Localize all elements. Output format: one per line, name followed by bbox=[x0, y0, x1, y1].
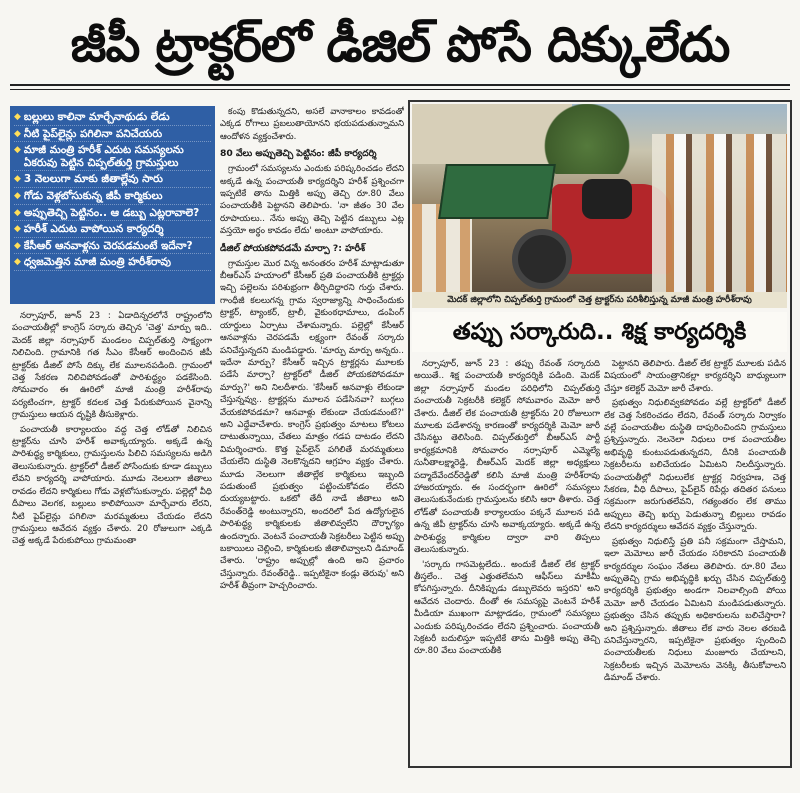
paragraph: గ్రామంలో సమస్యలను ఎందుకు పరిష్కరించడం లేదని అక్కడే ఉన్న పంచాయతీ కార్యదర్శిని హరీశ్ ప్రశ్నించగా ఇప్పటికే తాను మిత్తికి అప్పు తెచ్చి రూ.80 వేలు పంచాయతీకి పెట్టానని తెలిపారు. 'నా జీతం 30 వేల రూపాయలు.. నేను అప్పు తెచ్చి పెట్టిన డబ్బులు ఎట్ల వస్తయో అర్థం కావడం లేదు' అంటూ వాపోయారు. bbox=[220, 164, 404, 237]
article-column-4 bbox=[604, 358, 786, 764]
photo-trolley bbox=[438, 164, 556, 219]
article-column-3 bbox=[414, 358, 600, 764]
summary-item: ◆ ధ్వజమెత్తిన మాజీ మంత్రి హరీశ్‌రావు bbox=[14, 256, 211, 271]
article-column-1 bbox=[12, 310, 212, 780]
summary-item: ◆ కేసీఆర్ ఆనవాళ్లను చెరపడమంటే ఇదేనా? bbox=[14, 240, 211, 255]
summary-item: ◆ 3 నెలలుగా మాకు జీతాల్లేవు సారు bbox=[14, 173, 211, 188]
subheading: డీజిల్ పోయకపోవడమే మార్పా ?: హరీశ్ bbox=[220, 242, 366, 254]
paragraph: గ్రామస్తుల మొర విన్న అనంతరం హరీశ్ మాట్లాడుతూ బీఆర్ఎస్ హయాంలో కేసీఆర్ ప్రతి పంచాయతీకి ట్రాక్టర్లు ఇచ్చి పల్లెలను పరిశుభ్రంగా తీర్చిదిద్దారని గుర్తు చేశారు. గాంధీజీ కలలుగన్న గ్రామ స్వరాజ్యాన్ని సాధించేందుకు ట్రాక్టర్, ట్యాంకర్, ట్రాలీ, వైకుంఠధామాలు, డంపింగ్ యార్డులు ఏర్పాటు చేశామన్నారు. పల్లెల్లో కేసీఆర్ ఆనవాళ్లను చెరపడమే లక్ష్యంగా రేవంత్ సర్కారు పనిచేస్తున్నదని మండిపడ్డారు. 'మార్పు మార్పు అన్నరు.. ఇదేనా మార్పు? కేసీఆర్ ఇచ్చిన ట్రాక్టర్లను మూలకు పడేసే మార్పా? ట్రాక్టర్‌లో డీజిల్ పోయకపోవడమా మార్పు?' అని నిలదీశారు. 'కేసీఆర్ ఆనవాళ్లు లేకుండా చేస్తున్నవ్వు.. ట్రాక్టర్లను మూలన పడేసినవా? బుగ్గలు వేయకపోవడమా? ఆనవాళ్లు లేకుండా చేయడమంటే?' అని ఎద్దేవాచేశారు. కాంగ్రెస్ ప్రభుత్వం మాటలు కోటలు దాటుతున్నాయి, చేతలు మాత్రం గడప దాటడం లేదని విమర్శించారు. కొత్త పైప్‌లైన్ పగిలితే మరమ్మతులు చేయలేని దుస్థితి నెలకొన్నదని ఆగ్రహం వ్యక్తం చేశారు. మూడు నెలలుగా జీతాల్లేక కార్మికులు ఇబ్బంది పడుతుంటే ప్రభుత్వం పట్టించుకోవడం లేదని దుయ్యబట్టారు. ఒకటో తేదీ నాడే జీతాలు అని రేవంత్‌రెడ్డి అంటున్నారని, అందరిలో పేద ఉద్యోగులైన పారిశుద్ధ్య కార్మికులకు జీతాలివ్వలేని దౌర్భాగ్యం ఉందన్నారు. వెంటనే పంచాయతీ సెక్రటరీలు పెట్టిన అప్పు బకాయిలు చెల్లించి, కార్మికులకు జీతాలివ్వాలని డిమాండ్ చేశారు. 'రాష్ట్రం అప్పుల్లో ఉంది అని ప్రచారం చేస్తున్నారు. రేవంత్‌రెడ్డి.. ఇప్పటికైనా కండ్లు తెరువు' అని హరీశ్ తీవ్రంగా హెచ్చరించారు. bbox=[220, 258, 404, 592]
bullet-icon: ◆ bbox=[14, 112, 21, 122]
headline: జీపీ ట్రాక్టర్‌లో డీజిల్ పోసే దిక్కులేదు bbox=[70, 16, 730, 73]
news-photo bbox=[412, 104, 787, 292]
paragraph: ప్రభుత్వం నిధులిస్తే ప్రతి పనీ సక్రమంగా చేస్తామని, ఇలా మెమోలు జారీ చేయడం సరికాదని పంచాయతీ కార్యదర్శుల సంఘం నేతలు తెలిపారు. రూ.80 వేలు అప్పుతెచ్చి గ్రామ అభివృద్ధికి ఖర్చు చేసిన చిప్పల్‌తుర్తి కార్యదర్శికి ప్రభుత్వం అండగా నిలవాల్సింది పోయి మెమో జారీ చేయడం ఏమిటని మండిపడుతున్నారు. ప్రభుత్వం చేసిన తప్పుకు అధికారులను బలిచేస్తారా? అని ప్రశ్నిస్తున్నారు. జీతాలు లేక వారు నెలల తరబడి పనిచేస్తున్నారని, ఇప్పటికైనా ప్రభుత్వం స్పందించి పంచాయతీలకు నిధులు మంజూరు చేయాలని, సెక్రటరీలకు ఇచ్చిన మెమోలను వెనక్కి తీసుకోవాలని డిమాండ్ చేశారు. bbox=[604, 536, 786, 684]
paragraph: కంపు కొడుతున్నదని, అసలే వానాకాలం కావడంతో ఎక్కడ రోగాలు ప్రబలుతాయోనని భయపడుతున్నామని ఆందోళన వ్యక్తంచేశారు. bbox=[220, 107, 404, 142]
bullet-icon: ◆ bbox=[14, 128, 21, 139]
summary-item: ◆ గోడు వెళ్లబోసుకున్న జీపీ కార్మికులు bbox=[14, 190, 211, 205]
summary-item: ◆ బల్లులు కాలినా మార్చేనాథుడు లేడు bbox=[14, 111, 211, 126]
paragraph: నర్సాపూర్, జూన్ 23 : ఏడాదిన్నరలోనే రాష్ట్రంలోని పంచాయతీల్లో కాంగ్రెస్ సర్కారు తెచ్చిన 'చెత్త' మార్పు ఇది.. మెదక్ జిల్లా నర్సాపూర్ మండలం చిప్పల్‌తుర్తి సాక్ష్యంగా నిలిచింది. గ్రామానికి గత సీఎం కేసీఆర్ అందించిన జీపీ ట్రాక్టర్‌కు డీజిల్ పోసే దిక్కు లేక మూలనపడింది. గ్రామంలో చెత్త సేకరణ నిలిచిపోవడంతో పారిశుద్ధ్యం పడకేసింది. సోమవారం ఈ ఊరిలో మాజీ మంత్రి హరీశ్‌రావు పర్యటించగా, ట్రాక్టర్ కదలక చెత్త పేరుకుపోయిన వైనాన్ని గ్రామస్తులు ఆయన దృష్టికి తీసుకెళ్లారు. bbox=[12, 311, 212, 421]
bullet-icon: ◆ bbox=[14, 190, 21, 201]
sub-article-title: తప్పు సర్కారుది.. శిక్ష కార్యదర్శికి bbox=[412, 312, 787, 352]
bullet-icon: ◆ bbox=[14, 145, 21, 156]
summary-box bbox=[10, 106, 215, 304]
photo-steering-wheel bbox=[512, 229, 572, 289]
bullet-icon: ◆ bbox=[14, 207, 21, 218]
paragraph: పెట్టానని తెలిపారు. డీజిల్ లేక ట్రాక్టర్ మూలకు పడిన విషయంలో సాయంత్రానికల్లా కార్యదర్శిని బాధ్యులుగా చేస్తూ కలెక్టర్ మెమో జారీ చేశారు. bbox=[604, 359, 786, 394]
photo-tractor-seat bbox=[582, 179, 632, 219]
paragraph: నర్సాపూర్, జూన్ 23 : తప్పు రేవంత్ సర్కారుది అయితే.. శిక్ష పంచాయతీ కార్యదర్శికి పడింది. మెదక్ జిల్లా నర్సాపూర్ మండల పరిధిలోని చిప్పల్‌తుర్తి పంచాయతీ సెక్రటరీకి కలెక్టర్ సోమవారం మెమో జారీ చేశారు. డీజిల్ లేక పంచాయతీ ట్రాక్టర్‌ను 20 రోజులుగా మూలకు పడేశారన్న కారణంతో కార్యదర్శికి మెమో జారీ చేసినట్టు తెలిసింది. చిప్పల్‌తుర్తిలో బీఆర్ఎస్ పార్టీ కార్యక్రమానికి సోమవారం నర్సాపూర్ ఎమ్మెల్యే సునీతాలక్ష్మారెడ్డి, బీఆర్ఎస్ మెదక్ జిల్లా అధ్యక్షులు పద్మాదేవేందర్‌రెడ్డితో కలిసి మాజీ మంత్రి హరీశ్‌రావు హాజరయ్యారు. ఈ సందర్భంగా ఊరిలో సమస్యలు తెలుసుకునేందుకు గ్రామస్తులను కలిసి ఆరా తీశారు. చెత్త లోడ్‌తో పంచాయతీ కార్యాలయం పక్కనే మూలన పడి ఉన్న జీపీ ట్రాక్టర్‌ను చూసి అవాక్కయ్యారు. అక్కడే ఉన్న పారిశుద్ధ్య కార్మికుల ద్వారా వారి తిప్పలు తెలుసుకున్నారు. bbox=[414, 359, 600, 556]
bullet-icon: ◆ bbox=[14, 257, 21, 268]
paragraph: పంచాయతీ కార్యాలయం వద్ద చెత్త లోడ్‌తో నిలిచిన ట్రాక్టర్‌ను చూసి హరీశ్ అవాక్కయ్యారు. అక్కడే ఉన్న పారిశుద్ధ్య కార్మికులు, గ్రామస్తులను పిలిచి సమస్యలను అడిగి తెలుసుకున్నారు. ట్రాక్టర్‌లో డీజిల్ పోసేందుకు కూడా డబ్బులు లేవని కార్యదర్శి వాపోయారు. మూడు నెలలుగా జీతాలు రావడం లేదని కార్మికులు గోడు వెళ్లబోసుకున్నారు. పల్లెల్లో వీధి దీపాలు వెలగక, బల్లులు కాలిపోయినా మార్చేవారు లేరని, నీటి పైప్‌లైన్లు పగిలినా మరమ్మతులు చేయడం లేదని గ్రామస్తులు ఆవేదన వ్యక్తం చేశారు. 20 రోజులుగా ఎక్కడి చెత్త అక్కడే పేరుకుపోయి గ్రామమంతా bbox=[12, 424, 212, 547]
article-column-2 bbox=[220, 106, 404, 782]
subheading: 80 వేలు అప్పుతెచ్చి పెట్టినం: జీపీ కార్యదర్శి bbox=[220, 148, 377, 160]
paragraph: 'సర్కారు గాసమెట్లలేదు.. అందుకే డీజిల్ లేక ట్రాక్టర్ తీస్తలేం.. చెత్త ఎత్తుతలేమని ఆఫీస్‌లు మాకీమీ కోపగిస్తున్నారు. దీనికిప్పుడు డబ్బులెవరు ఇస్తరని' అని ఆవేదన చెందారు. దీంతో ఈ సమస్యపై వెంటనే హరీశ్ మీడియా ముఖంగా మాట్లాడడం, గ్రామంలో సమస్యలు ఎందుకు పరిష్కరించడం లేదని ప్రశ్నించారు. పంచాయతీ సెక్రటరీ బదులిస్తూ ఇప్పటికే తాను మిత్తికి అప్పు తెచ్చి రూ.80 వేలు పంచాయతీకి bbox=[414, 559, 600, 657]
paragraph: ప్రభుత్వం నిధులివ్వకపోవడం వల్లే ట్రాక్టర్‌లో డీజిల్ లేక చెత్త సేకరించడం లేదని, రేవంత్ సర్కారు నిర్వాకం వల్లే పంచాయతీల దుస్థితి దాపురించిందని గ్రామస్తులు ప్రశ్నిస్తున్నారు. నెలనెలా నిధులు రాక పంచాయతీల అభివృద్ధి కుంటుపడుతున్నదని, దీనికి పంచాయతీ సెక్రటరీలను బలిచేయడం ఏమిటని నిలదీస్తున్నారు. పంచాయతీల్లో నిధులులేక ట్రాక్టర్ల నిర్వహణ, చెత్త సేకరణ, వీధి దీపాలు, పైప్‌లైన్ రిపేర్లు తదితర పనులు సక్రమంగా జరుగుతలేవని, గత్యంతరం లేక తాము అప్పులు తెచ్చి ఖర్చు పెడుతున్నా బిల్లులు రావడం లేదని కార్యదర్శులు ఆవేదన వ్యక్తం చేస్తున్నారు. bbox=[604, 398, 786, 533]
summary-item: ◆ హరీశ్ ఎదుట వాపోయిన కార్యదర్శి bbox=[14, 223, 211, 238]
headline-rule bbox=[10, 84, 790, 86]
summary-item: ◆ మాజీ మంత్రి హరీశ్ ఎదుట సమస్యలను ఏకరువు పెట్టిన చిప్పల్‌తుర్తి గ్రామస్తులు bbox=[14, 144, 211, 171]
bullet-icon: ◆ bbox=[14, 240, 21, 251]
summary-item: ◆ అప్పుతెచ్చి పెట్టినం.. ఆ డబ్బు ఎట్లరావాలె? bbox=[14, 207, 211, 222]
headline-rule-thin bbox=[10, 89, 790, 90]
bullet-icon: ◆ bbox=[14, 224, 21, 235]
photo-crowd bbox=[652, 134, 787, 292]
photo-caption: మెదక్ జిల్లాలోని చిప్పల్‌తుర్తి గ్రామంలో చెత్త ట్రాక్టర్‌ను పరిశీలిస్తున్న మాజీ మంత్రి హరీశ్‌రావు bbox=[412, 292, 787, 308]
bullet-icon: ◆ bbox=[14, 174, 21, 185]
summary-item: ◆ నీటి పైప్‌లైన్లు పగిలినా పనిచేయరు bbox=[14, 128, 211, 143]
